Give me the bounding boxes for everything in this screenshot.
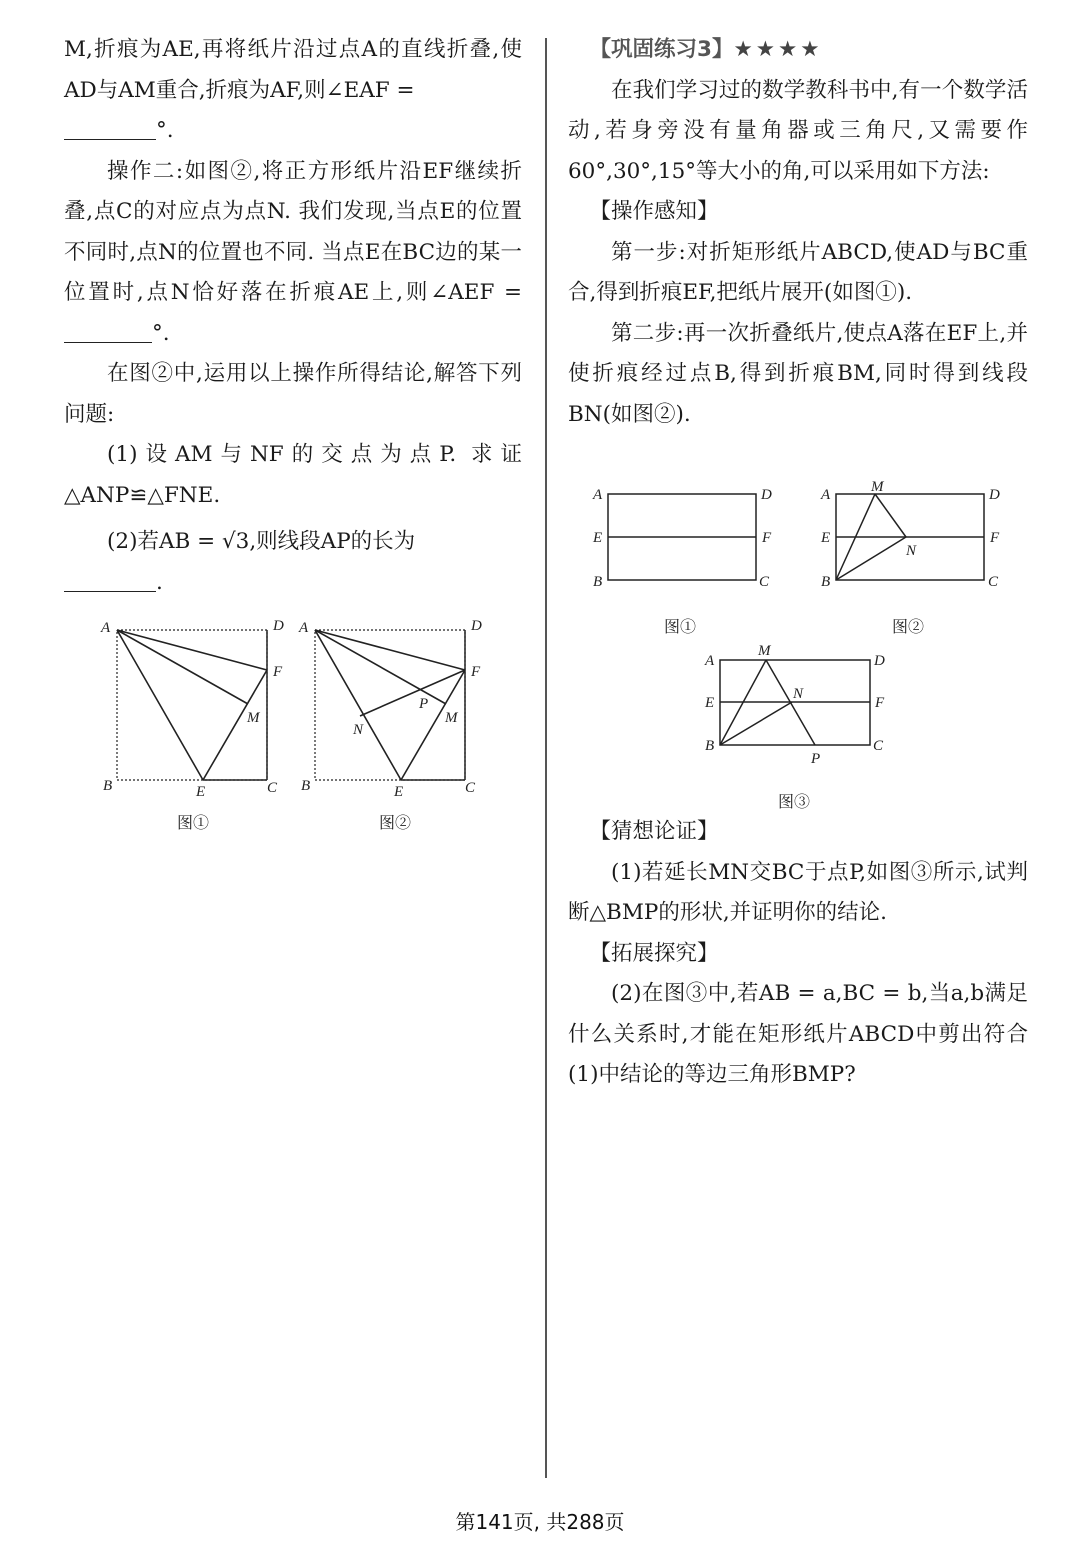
heading-operation: 【操作感知】 bbox=[589, 199, 719, 224]
left-figure-1-labels bbox=[100, 618, 284, 800]
square-outline-2 bbox=[315, 630, 465, 780]
left-fig1-caption: 图① bbox=[177, 815, 210, 832]
label-d-2: D bbox=[471, 618, 482, 634]
label-b-2: B bbox=[301, 778, 311, 794]
r3-label-d: D bbox=[874, 653, 885, 669]
left-paragraph-1: M,折痕为AE,再将纸片沿过点A的直线折叠,使AD与AM重合,折痕为AF,则∠EAF = °. bbox=[64, 37, 522, 143]
label-f-2: F bbox=[471, 664, 481, 680]
right-intro: 在我们学习过的数学教科书中,有一个数学活动,若身旁没有量角器或三角尺,又需要作60°,30°,15°等大小的角,可以采用如下方法: bbox=[568, 77, 1028, 184]
label-a-2: A bbox=[299, 620, 309, 636]
right-figures-top bbox=[588, 478, 1038, 648]
r1-label-f: F bbox=[762, 530, 772, 546]
left-figure-2 bbox=[315, 630, 465, 780]
r1-label-c: C bbox=[759, 574, 770, 590]
column-divider bbox=[545, 38, 547, 1478]
label-e-2: E bbox=[394, 784, 404, 800]
right-figure-3 bbox=[720, 660, 870, 745]
right-figure-2 bbox=[836, 494, 984, 580]
r1-label-d: D bbox=[761, 487, 772, 503]
left-question-2: (2)若AB = √3,则线段AP的长为 . bbox=[64, 522, 522, 603]
crease-ae bbox=[117, 630, 203, 780]
label-n: N bbox=[353, 722, 364, 738]
r2-label-c: C bbox=[988, 574, 999, 590]
answer-blank-2[interactable] bbox=[64, 320, 152, 343]
r2-label-d: D bbox=[989, 487, 1000, 503]
left-figure-2-labels bbox=[298, 618, 482, 800]
heading-conjecture: 【猜想论证】 bbox=[589, 819, 719, 844]
r3-label-e: E bbox=[705, 695, 715, 711]
label-m: M bbox=[247, 710, 260, 726]
r3-label-b: B bbox=[705, 738, 715, 754]
answer-blank-1[interactable] bbox=[64, 118, 156, 141]
label-c: C bbox=[267, 780, 278, 796]
r3-label-n: N bbox=[793, 686, 804, 702]
right-figure-3-wrap bbox=[700, 640, 900, 815]
right-fig3-caption: 图③ bbox=[778, 794, 811, 811]
r2-label-a: A bbox=[821, 487, 831, 503]
left-figure-1 bbox=[117, 630, 267, 780]
crease-af-2 bbox=[315, 630, 465, 670]
r2-label-f: F bbox=[990, 530, 1000, 546]
left-column bbox=[64, 30, 522, 603]
r3-label-f: F bbox=[875, 695, 885, 711]
difficulty-stars: ★★★★ bbox=[733, 37, 823, 62]
label-p: P bbox=[419, 696, 429, 712]
r1-label-a: A bbox=[593, 487, 603, 503]
exercise-title: 【巩固练习3】★★★★ bbox=[589, 37, 823, 62]
right-figure-1 bbox=[608, 494, 756, 580]
left-figures bbox=[95, 612, 515, 842]
left-question-1: (1)设AM与NF的交点为点P. 求证△ANP≌△FNE. bbox=[64, 442, 522, 508]
right-figure-1-labels bbox=[592, 487, 772, 590]
left-paragraph-3: 在图②中,运用以上操作所得结论,解答下列问题: bbox=[64, 361, 522, 427]
right-fig2-caption: 图② bbox=[892, 619, 925, 636]
r2-label-n: N bbox=[906, 543, 917, 559]
segment-mn bbox=[875, 494, 906, 537]
label-f: F bbox=[273, 664, 283, 680]
label-b: B bbox=[103, 778, 113, 794]
answer-blank-3[interactable] bbox=[64, 569, 156, 592]
segment-am bbox=[117, 630, 248, 704]
r2-label-b: B bbox=[821, 574, 831, 590]
crease-ae-2 bbox=[315, 630, 401, 780]
r3-label-p: P bbox=[811, 751, 821, 767]
question-2: (2)在图③中,若AB = a,BC = b,当a,b满足什么关系时,才能在矩形纸片ABCD中剪出符合(1)中结论的等边三角形BMP? bbox=[568, 981, 1028, 1087]
left-operation-two: 操作二:如图②,将正方形纸片沿EF继续折叠,点C的对应点为点N. 我们发现,当点E的位置不同时,点N的位置也不同. 当点E在BC边的某一位置时,点N恰好落在折痕AE上,则∠AEF = °. bbox=[64, 158, 522, 346]
r2-label-m: M bbox=[871, 479, 884, 495]
step-two: 第二步:再一次折叠纸片,使点A落在EF上,并使折痕经过点B,得到折痕BM,同时得到线段BN(如图②). bbox=[568, 320, 1028, 427]
left-fig2-caption: 图② bbox=[379, 815, 412, 832]
question-1: (1)若延长MN交BC于点P,如图③所示,试判断△BMP的形状,并证明你的结论. bbox=[568, 859, 1028, 925]
page-number: 第141页, 共288页 bbox=[455, 1510, 625, 1534]
label-c-2: C bbox=[465, 780, 476, 796]
label-d: D bbox=[273, 618, 284, 634]
r3-label-c: C bbox=[873, 738, 884, 754]
r3-label-a: A bbox=[705, 653, 715, 669]
label-e: E bbox=[196, 784, 206, 800]
label-a: A bbox=[101, 620, 111, 636]
label-m-2: M bbox=[445, 710, 458, 726]
r1-label-b: B bbox=[593, 574, 603, 590]
right-fig1-caption: 图① bbox=[664, 619, 697, 636]
r3-label-m: M bbox=[758, 643, 771, 659]
crease-af bbox=[117, 630, 267, 670]
square-outline bbox=[117, 630, 267, 780]
r2-label-e: E bbox=[821, 530, 831, 546]
segment-am-2 bbox=[315, 630, 446, 704]
heading-extension: 【拓展探究】 bbox=[589, 940, 719, 966]
right-column-lower bbox=[568, 812, 1028, 1096]
right-figure-3-labels bbox=[704, 643, 885, 767]
step-one: 第一步:对折矩形纸片ABCD,使AD与BC重合,得到折痕EF,把纸片展开(如图①). bbox=[568, 239, 1028, 305]
r1-label-e: E bbox=[593, 530, 603, 546]
right-column bbox=[568, 30, 1028, 435]
